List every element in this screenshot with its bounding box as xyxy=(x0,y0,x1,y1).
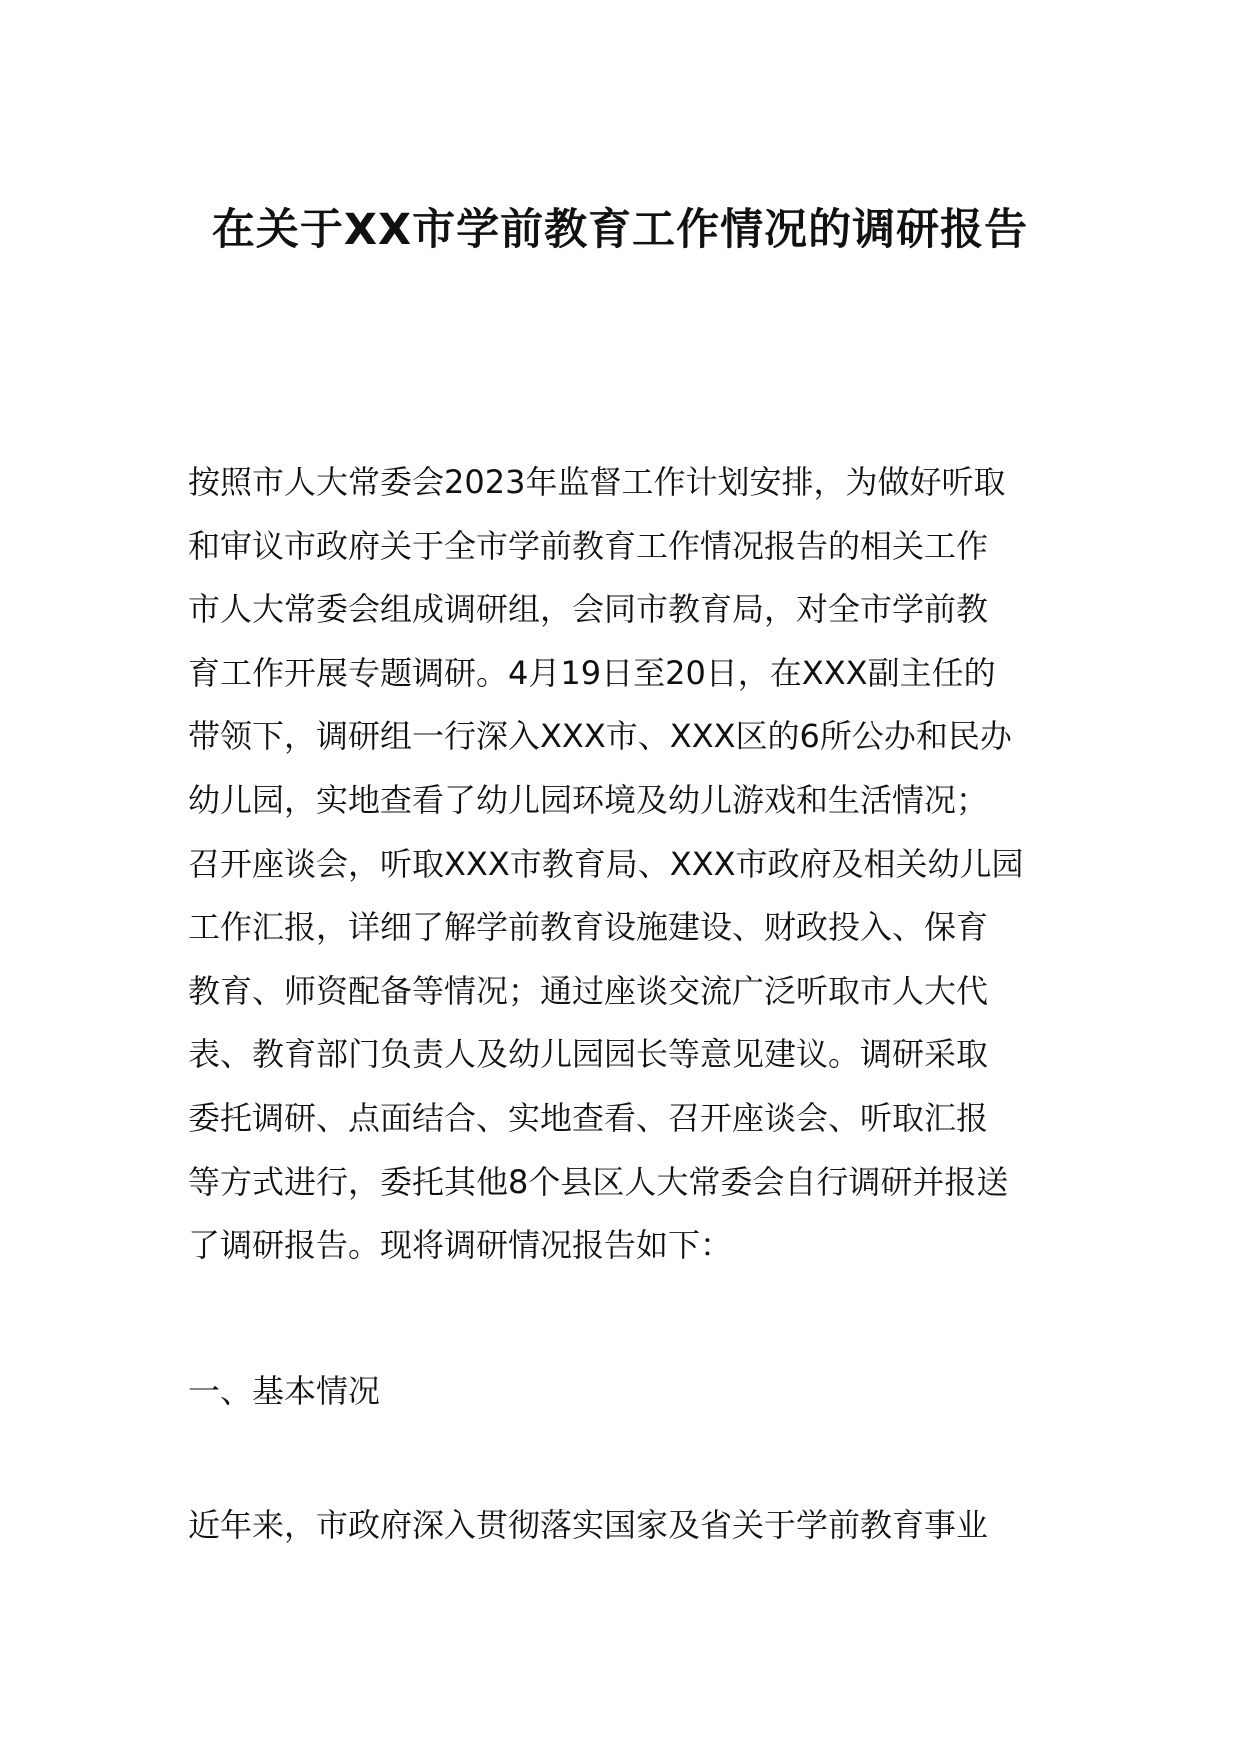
intro-line: 幼儿园，实地查看了幼儿园环境及幼儿游戏和生活情况； xyxy=(188,780,989,819)
intro-paragraph xyxy=(188,451,1058,1278)
intro-line: 按照市人大常委会2023年监督工作计划安排，为做好听取 xyxy=(188,463,1006,501)
intro-line: 表、教育部门负责人及幼儿园园长等意见建议。调研采取 xyxy=(188,1035,989,1074)
intro-line: 和审议市政府关于全市学前教育工作情况报告的相关工作 xyxy=(188,526,989,565)
intro-line: 召开座谈会，听取XXX市教育局、XXX市政府及相关幼儿园 xyxy=(188,844,1024,883)
intro-line: 带领下，调研组一行深入XXX市、XXX区的6所公办和民办 xyxy=(188,717,1012,756)
intro-line: 市人大常委会组成调研组，会同市教育局，对全市学前教 xyxy=(188,590,989,629)
intro-line: 了调研报告。现将调研情况报告如下： xyxy=(188,1226,733,1265)
intro-line: 教育、师资配备等情况；通过座谈交流广泛听取市人大代 xyxy=(188,971,989,1010)
section-heading xyxy=(188,1360,1058,1424)
basic-situation-paragraph xyxy=(188,1494,1058,1558)
intro-line: 育工作开展专题调研。4月19日至20日，在XXX副主任的 xyxy=(188,653,996,692)
document-title: 在关于XX市学前教育工作情况的调研报告 xyxy=(211,205,1029,255)
intro-line: 等方式进行，委托其他8个县区人大常委会自行调研并报送 xyxy=(188,1162,1009,1201)
paragraph-line: 近年来，市政府深入贯彻落实国家及省关于学前教育事业 xyxy=(188,1506,989,1544)
intro-line: 委托调研、点面结合、实地查看、召开座谈会、听取汇报 xyxy=(188,1098,989,1137)
intro-line: 工作汇报，详细了解学前教育设施建设、财政投入、保育 xyxy=(188,908,989,947)
section-heading-text: 一、基本情况 xyxy=(188,1372,381,1410)
